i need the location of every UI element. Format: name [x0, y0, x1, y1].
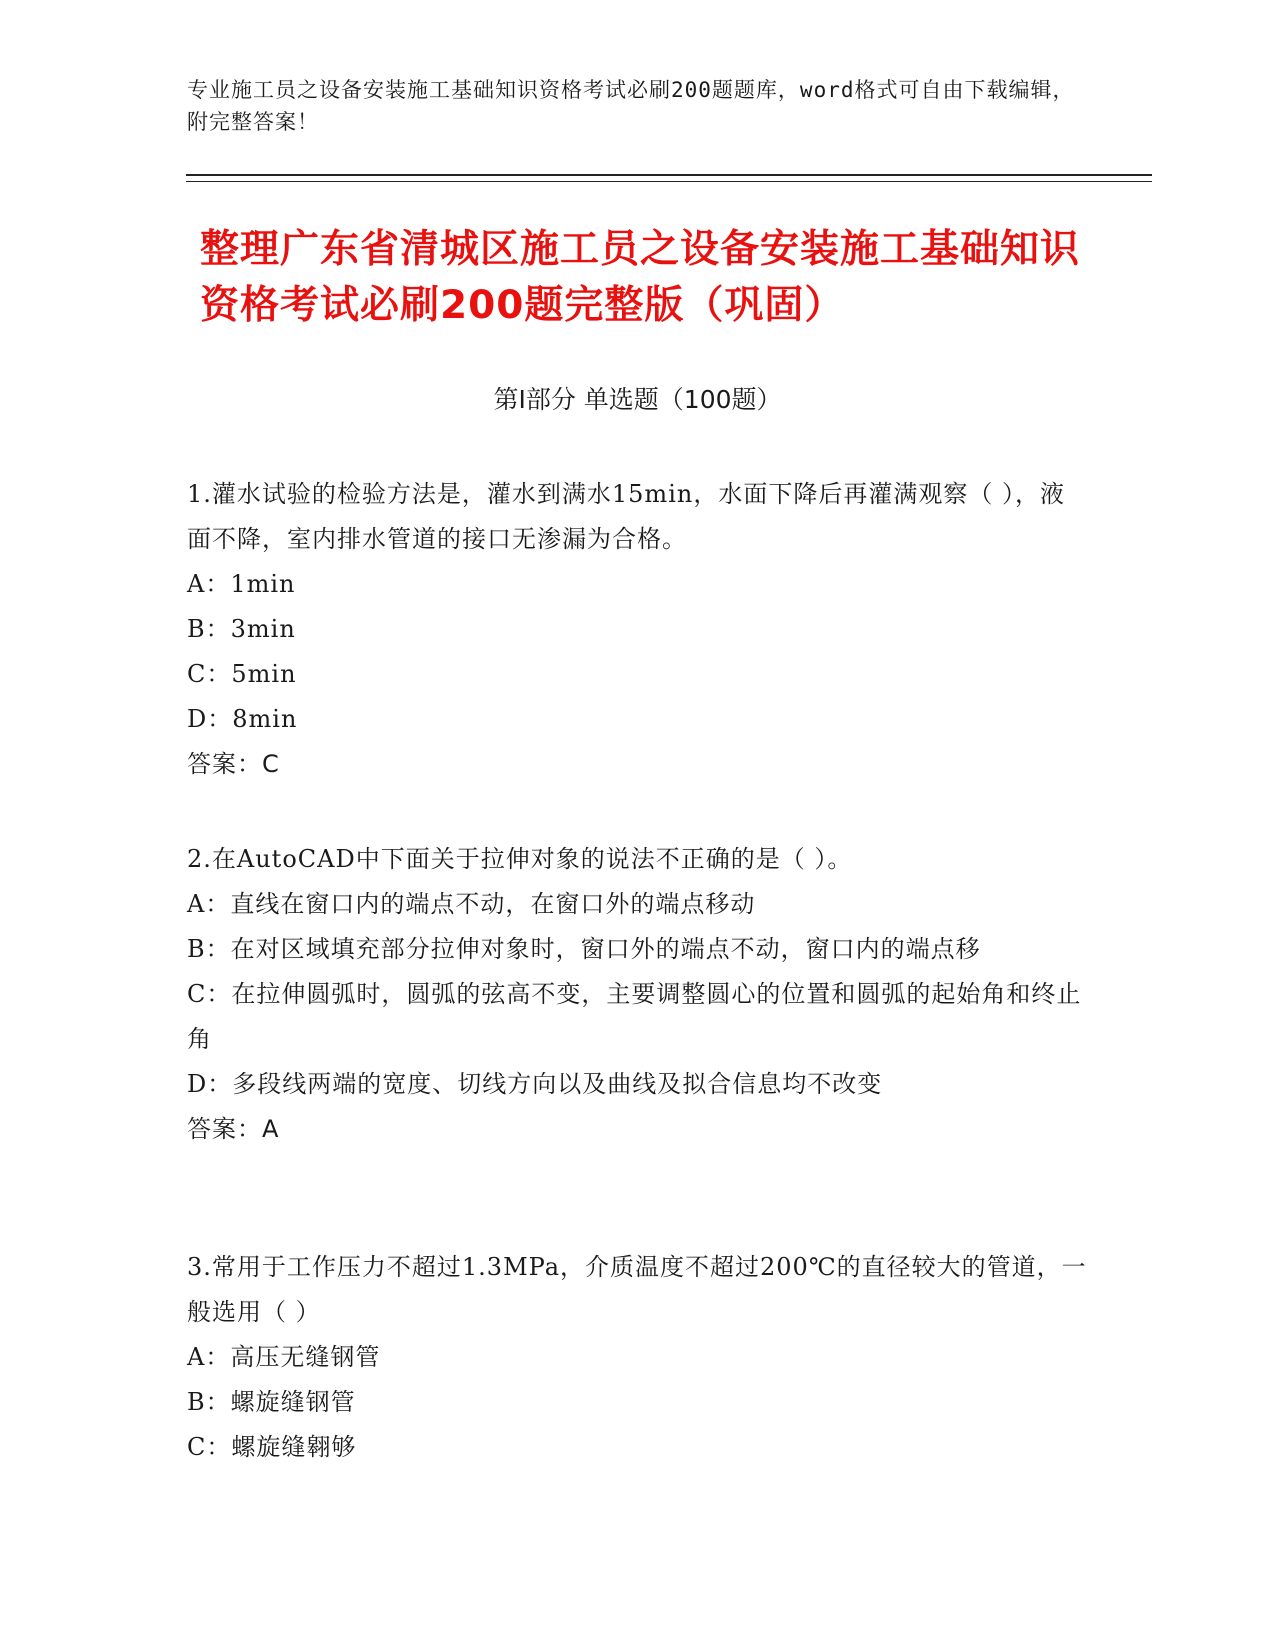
answer-text: 答案：A: [187, 1115, 280, 1143]
section-heading: 第I部分 单选题（100题）: [493, 385, 782, 414]
document-title: 整理广东省清城区施工员之设备安装施工基础知识资格考试必刷200题完整版（巩固）: [200, 227, 1081, 328]
option-a: A：直线在窗口内的端点不动，在窗口外的端点移动: [187, 890, 756, 918]
option-c: C：螺旋缝翱够: [187, 1433, 357, 1461]
option-d: D：8min: [187, 705, 298, 733]
question-block: [187, 472, 1087, 787]
option-a: A：1min: [187, 570, 296, 598]
option-c: C：在拉伸圆弧时，圆弧的弦高不变，主要调整圆心的位置和圆弧的起始角和终止角: [187, 980, 1082, 1053]
question-stem: 1.灌水试验的检验方法是，灌水到满水15min，水面下降后再灌满观察（ ），液面不降，室内排水管道的接口无渗漏为合格。: [187, 480, 1065, 553]
option-a: A：高压无缝钢管: [187, 1343, 381, 1371]
option-b: B：螺旋缝钢管: [187, 1388, 356, 1416]
option-d: D：多段线两端的宽度、切线方向以及曲线及拟合信息均不改变: [187, 1070, 883, 1098]
option-b: B：在对区域填充部分拉伸对象时，窗口外的端点不动，窗口内的端点移: [187, 935, 981, 963]
header-note: 专业施工员之设备安装施工基础知识资格考试必刷200题题库，word格式可自由下载编辑，附完整答案！: [187, 78, 1075, 134]
question-block: [187, 1245, 1087, 1470]
header-divider-thick: [186, 174, 1152, 176]
question-stem: 2.在AutoCAD中下面关于拉伸对象的说法不正确的是（ ）。: [187, 845, 853, 873]
answer-text: 答案：C: [187, 750, 280, 778]
header-divider-thin: [186, 181, 1152, 182]
question-stem: 3.常用于工作压力不超过1.3MPa，介质温度不超过200℃的直径较大的管道，一般选用（ ）: [187, 1253, 1087, 1326]
question-block: [187, 837, 1087, 1152]
option-b: B：3min: [187, 615, 296, 643]
option-c: C：5min: [187, 660, 297, 688]
